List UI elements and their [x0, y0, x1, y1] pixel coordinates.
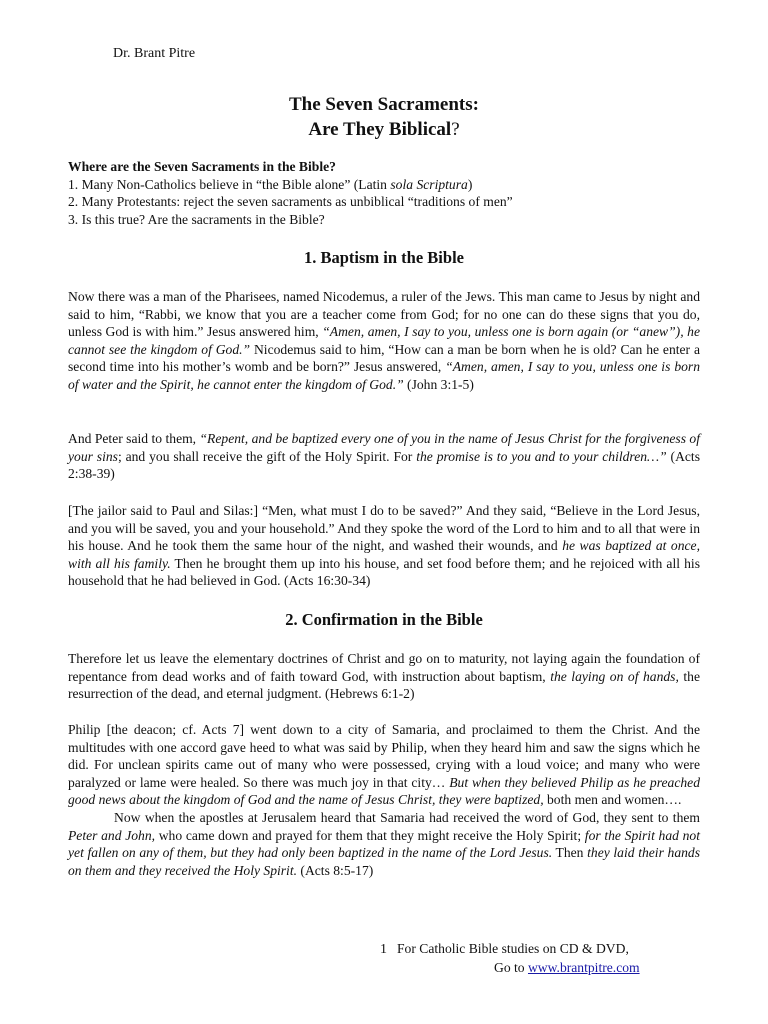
website-link[interactable]: www.brantpitre.com	[527, 960, 640, 975]
intro-question: Where are the Seven Sacraments in the Bible?	[68, 159, 336, 174]
intro-item-1: 1. Many Non-Catholics believe in “the Bible alone” (Latin sola Scriptura)	[68, 176, 473, 192]
paragraph-hebrews-6: Therefore let us leave the elementary doctrines of Christ and go on to maturity, not laying again the foundation of repentance from dead works and of faith toward God, with instruction about baptism, the laying on of hands, the resurrection of the dead, and eternal judgment. (Hebrews 6:1-2)	[68, 651, 700, 702]
paragraph-acts-16: [The jailor said to Paul and Silas:] “Men, what must I do to be saved?” And they said, “Believe in the Lord Jesus, and you will be saved, you and your household.” And they spoke the word of the Lord to him and to all that were in his house. And he took them the same hour of the night, and washed their wounds, and he was baptized at once, with all his family. Then he brought them up into his house, and set food before them; and he rejoiced with all his household that he had believed in God. (Acts 16:30-34)	[68, 503, 700, 589]
intro-item-3: 3. Is this true? Are the sacraments in the Bible?	[68, 211, 325, 227]
intro-list	[68, 158, 700, 228]
page-footer	[380, 940, 640, 977]
paragraph-acts-8: Philip [the deacon; cf. Acts 7] went down to a city of Samaria, and proclaimed to them the Christ. And the multitudes with one accord gave heed to what was said by Philip, when they heard him and saw the signs which he did. For unclean spirits came out of many who were possessed, crying with a loud voice; and many who were paralyzed or lame were healed. So there was much joy in that city… But when they believed Philip as he preached good news about the kingdom of God and the name of Jesus Christ, they were baptized, both men and women…. Now when the apostles at Jerusalem heard that Samaria had received the word of God, they sent to them Peter and John, who came down and prayed for them that they might receive the Holy Spirit; for the Spirit had not yet fallen on any of them, but they had only been baptized in the name of the Lord Jesus. Then they laid their hands on them and they received the Holy Spirit. (Acts 8:5-17)	[68, 722, 701, 878]
page-number: 1	[380, 942, 387, 957]
document-title	[0, 92, 768, 142]
title-line-2: Are They Biblical?	[308, 119, 460, 140]
footer-line-2: Go to www.brantpitre.com	[494, 960, 640, 975]
paragraph-acts-2: And Peter said to them, “Repent, and be baptized every one of you in the name of Jesus Christ for the forgiveness of your sins; and you shall receive the gift of the Holy Spirit. For the promise is to you and to your children…” (Acts 2:38-39)	[68, 431, 701, 482]
paragraph-john-3: Now there was a man of the Pharisees, named Nicodemus, a ruler of the Jews. This man came to Jesus by night and said to him, “Rabbi, we know that you are a teacher come from God; for no one can do these signs that you do, unless God is with him.” Jesus answered him, “Amen, amen, I say to you, unless one is born again (or “anew”), he cannot see the kingdom of God.” Nicodemus said to him, “How can a man be born when he is old? Can he enter a second time into his mother’s womb and be born?” Jesus answered, “Amen, amen, I say to you, unless one is born of water and the Spirit, he cannot enter the kingdom of God.” (John 3:1-5)	[68, 289, 700, 392]
intro-item-2: 2. Many Protestants: reject the seven sacraments as unbiblical “traditions of men”	[68, 194, 513, 210]
author-name: Dr. Brant Pitre	[113, 46, 196, 61]
section-heading-baptism: 1. Baptism in the Bible	[304, 248, 464, 267]
section-heading-confirmation: 2. Confirmation in the Bible	[285, 610, 483, 629]
footer-line-1: 1 For Catholic Bible studies on CD & DVD,	[380, 941, 629, 957]
title-line-1: The Seven Sacraments:	[289, 94, 479, 115]
